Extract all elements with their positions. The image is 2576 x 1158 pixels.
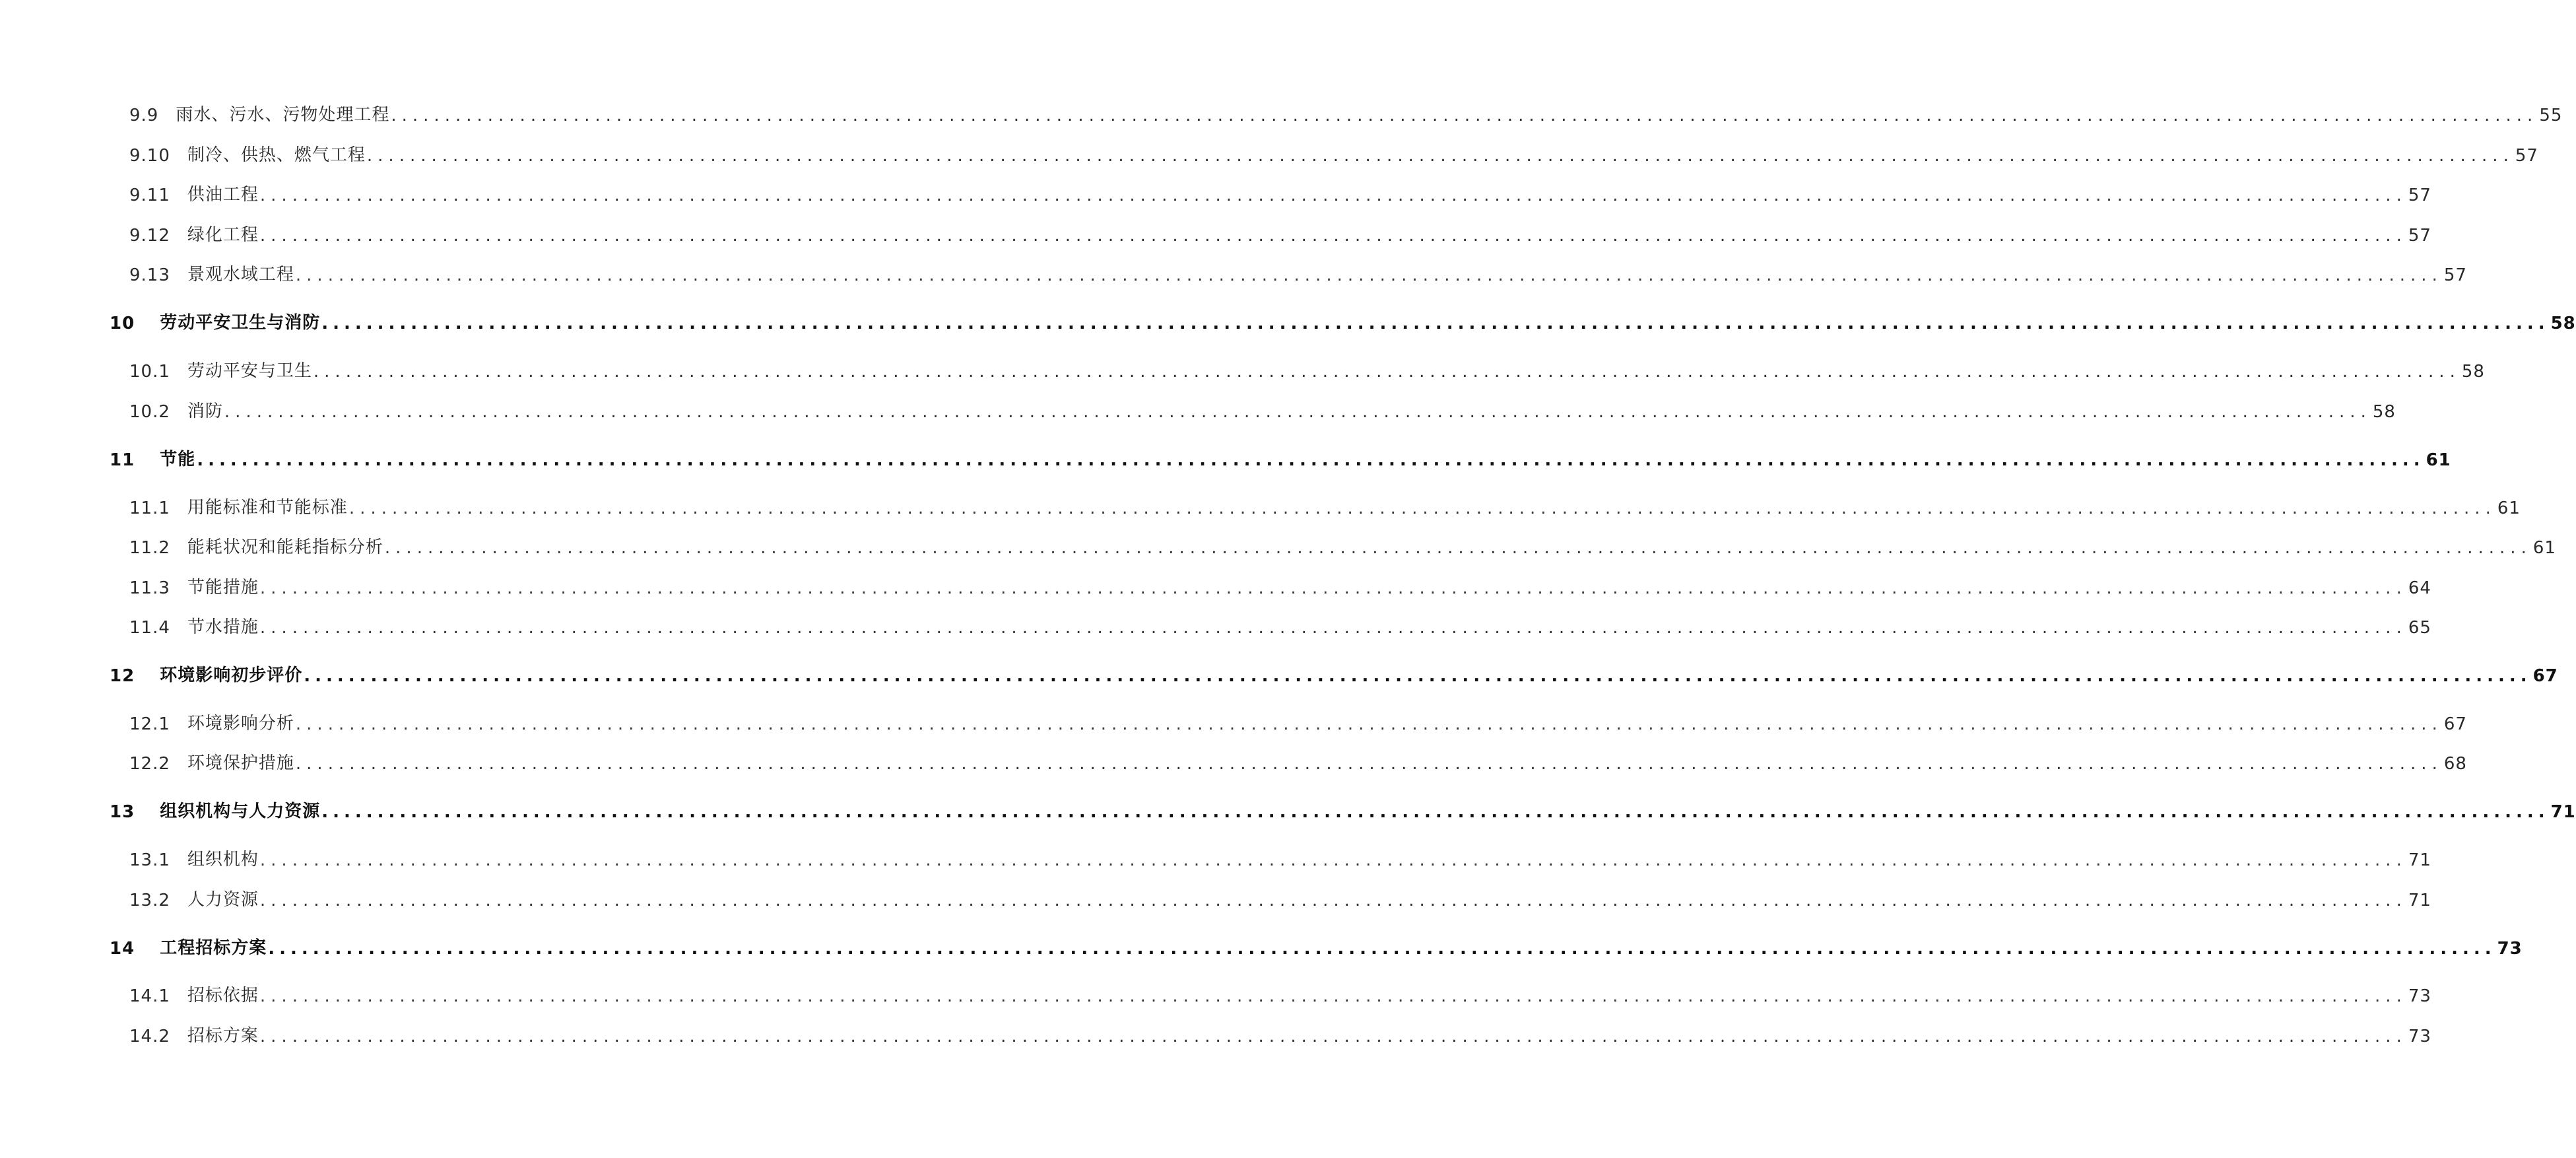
toc-dot-leader: ........................................................................................................................................................................................................ [259, 578, 2407, 598]
toc-entry-content [129, 137, 2538, 166]
toc-entry-number: 10.1 [129, 362, 170, 382]
toc-page-number: 67 [2443, 714, 2467, 734]
toc-dot-leader: ........................................................................................................................................................................................................ [259, 226, 2407, 246]
toc-entry-content [129, 353, 2485, 382]
toc-page-number: 71 [2408, 850, 2431, 870]
toc-entry-title: 环境影响分析 [187, 714, 294, 733]
toc-entry-title: 招标依据 [187, 986, 259, 1005]
toc-entry-content [129, 569, 2431, 598]
toc-page-number: 73 [2408, 986, 2431, 1006]
toc-entry-title: 组织机构与人力资源 [160, 801, 321, 821]
toc-page-number: 71 [2408, 891, 2431, 910]
toc-dot-leader: ........................................................................................................................................................................................................ [321, 802, 2550, 822]
toc-page-number: 57 [2408, 226, 2431, 246]
toc-dot-leader: ........................................................................................................................................................................................................ [259, 618, 2407, 638]
toc-dot-leader: ........................................................................................................................................................................................................ [259, 1027, 2407, 1046]
toc-dot-leader: ........................................................................................................................................................................................................ [348, 498, 2496, 518]
toc-page-number: 58 [2372, 402, 2396, 422]
toc-dot-leader: ........................................................................................................................................................................................................ [259, 891, 2407, 910]
toc-entry-content [110, 930, 2523, 959]
toc-section-entry[interactable] [0, 489, 2521, 518]
toc-entry-title: 环境保护措施 [187, 753, 294, 773]
toc-entry-content [129, 176, 2431, 205]
toc-entry-title: 景观水域工程 [187, 265, 294, 285]
toc-entry-title: 供油工程 [187, 185, 259, 205]
toc-page-number: 61 [2532, 538, 2556, 558]
toc-entry-number: 11.4 [129, 618, 170, 638]
toc-entry-content [110, 657, 2558, 686]
toc-page-number: 58 [2550, 314, 2576, 333]
toc-section-entry[interactable] [0, 176, 2431, 205]
toc-section-entry[interactable] [0, 217, 2431, 246]
toc-entry-number: 9.11 [129, 186, 170, 205]
toc-entry-number: 14.2 [129, 1027, 170, 1046]
toc-entry-content [129, 705, 2467, 734]
toc-page-number: 65 [2408, 618, 2431, 638]
toc-dot-leader: ........................................................................................................................................................................................................ [295, 714, 2443, 734]
toc-entry-number: 12.1 [129, 714, 170, 734]
toc-chapter-entry[interactable] [0, 793, 2576, 822]
toc-entry-title: 组织机构 [187, 850, 259, 869]
toc-entry-number: 10.2 [129, 402, 170, 422]
toc-page-number: 57 [2408, 186, 2431, 205]
toc-dot-leader: ........................................................................................................................................................................................................ [313, 362, 2460, 382]
toc-page-number: 58 [2461, 362, 2485, 382]
toc-page-number: 71 [2550, 802, 2576, 822]
toc-entry-number: 9.10 [129, 146, 170, 166]
toc-dot-leader: ........................................................................................................................................................................................................ [295, 754, 2443, 774]
toc-chapter-entry[interactable] [0, 441, 2451, 470]
toc-page-number: 73 [2408, 1027, 2431, 1046]
toc-dot-leader: ........................................................................................................................................................................................................ [295, 265, 2443, 285]
toc-page-number: 57 [2515, 146, 2538, 166]
toc-section-entry[interactable] [0, 256, 2467, 285]
toc-entry-title: 能耗状况和能耗指标分析 [187, 537, 383, 557]
toc-dot-leader: ........................................................................................................................................................................................................ [304, 666, 2532, 686]
toc-entry-number: 9.12 [129, 226, 170, 246]
toc-section-entry[interactable] [0, 1017, 2431, 1046]
toc-entry-number: 14.1 [129, 986, 170, 1006]
toc-entry-title: 消防 [187, 401, 223, 421]
toc-entry-number: 12 [110, 666, 135, 686]
toc-entry-number: 9.13 [129, 265, 170, 285]
toc-entry-number: 13.1 [129, 850, 170, 870]
toc-entry-content [129, 529, 2556, 558]
toc-entry-title: 绿化工程 [187, 225, 259, 245]
toc-dot-leader: ........................................................................................................................................................................................................ [321, 314, 2550, 333]
toc-section-entry[interactable] [0, 881, 2431, 910]
toc-section-entry[interactable] [0, 609, 2431, 638]
toc-entry-number: 11 [110, 450, 135, 470]
toc-entry-number: 11.1 [129, 498, 170, 518]
toc-entry-content [129, 96, 2563, 125]
toc-entry-content [129, 745, 2467, 774]
toc-entry-number: 11.3 [129, 578, 170, 598]
toc-dot-leader: ........................................................................................................................................................................................................ [268, 939, 2496, 959]
toc-entry-content [129, 217, 2431, 246]
toc-entry-content [129, 393, 2396, 422]
toc-entry-number: 13.2 [129, 891, 170, 910]
toc-page-number: 61 [2426, 450, 2451, 470]
toc-entry-content [129, 977, 2431, 1006]
toc-section-entry[interactable] [0, 96, 2563, 125]
toc-entry-content [129, 881, 2431, 910]
toc-section-entry[interactable] [0, 841, 2431, 870]
toc-section-entry[interactable] [0, 745, 2467, 774]
toc-dot-leader: ........................................................................................................................................................................................................ [197, 450, 2425, 470]
toc-section-entry[interactable] [0, 393, 2396, 422]
toc-entry-number: 11.2 [129, 538, 170, 558]
toc-section-entry[interactable] [0, 977, 2431, 1006]
toc-page-number: 57 [2443, 265, 2467, 285]
toc-entry-content [110, 304, 2576, 333]
toc-entry-title: 劳动平安与卫生 [187, 361, 312, 381]
toc-page-number: 68 [2443, 754, 2467, 774]
toc-page-number: 73 [2497, 939, 2523, 959]
toc-dot-leader: ........................................................................................................................................................................................................ [259, 986, 2407, 1006]
toc-entry-title: 制冷、供热、燃气工程 [187, 145, 366, 165]
toc-section-entry[interactable] [0, 353, 2485, 382]
toc-section-entry[interactable] [0, 137, 2538, 166]
toc-chapter-entry[interactable] [0, 657, 2558, 686]
toc-entry-title: 雨水、污水、污物处理工程 [176, 105, 390, 125]
toc-entry-title: 劳动平安卫生与消防 [160, 313, 321, 333]
toc-entry-content [110, 793, 2576, 822]
toc-entry-number: 13 [110, 802, 135, 822]
toc-entry-number: 14 [110, 939, 135, 959]
toc-entry-number: 12.2 [129, 754, 170, 774]
toc-entry-content [129, 489, 2521, 518]
toc-chapter-entry[interactable] [0, 930, 2523, 959]
toc-entry-title: 用能标准和节能标准 [187, 498, 348, 518]
toc-entry-title: 环境影响初步评价 [160, 665, 303, 685]
toc-entry-content [129, 1017, 2431, 1046]
toc-entry-number: 10 [110, 314, 135, 333]
toc-section-entry[interactable] [0, 705, 2467, 734]
toc-dot-leader: ........................................................................................................................................................................................................ [391, 106, 2538, 125]
toc-entry-content [129, 256, 2467, 285]
toc-page-number: 61 [2497, 498, 2521, 518]
toc-entry-title: 节能措施 [187, 578, 259, 597]
toc-section-entry[interactable] [0, 569, 2431, 598]
toc-chapter-entry[interactable] [0, 304, 2576, 333]
toc-dot-leader: ........................................................................................................................................................................................................ [366, 146, 2514, 166]
toc-page-number: 55 [2539, 106, 2563, 125]
toc-entry-title: 节能 [160, 450, 196, 469]
toc-dot-leader: ........................................................................................................................................................................................................ [259, 186, 2407, 205]
toc-entry-title: 节水措施 [187, 617, 259, 637]
toc-dot-leader: ........................................................................................................................................................................................................ [224, 402, 2371, 422]
toc-entry-title: 工程招标方案 [160, 938, 267, 958]
toc-page-number: 67 [2532, 666, 2558, 686]
toc-page-number: 64 [2408, 578, 2431, 598]
toc-dot-leader: ........................................................................................................................................................................................................ [384, 538, 2532, 558]
toc-entry-title: 招标方案 [187, 1026, 259, 1046]
toc-section-entry[interactable] [0, 529, 2556, 558]
toc-entry-content [129, 841, 2431, 870]
toc-entry-title: 人力资源 [187, 890, 259, 910]
toc-dot-leader: ........................................................................................................................................................................................................ [259, 850, 2407, 870]
toc-entry-content [110, 441, 2451, 470]
toc-entry-content [129, 609, 2431, 638]
toc-entry-number: 9.9 [129, 106, 159, 125]
